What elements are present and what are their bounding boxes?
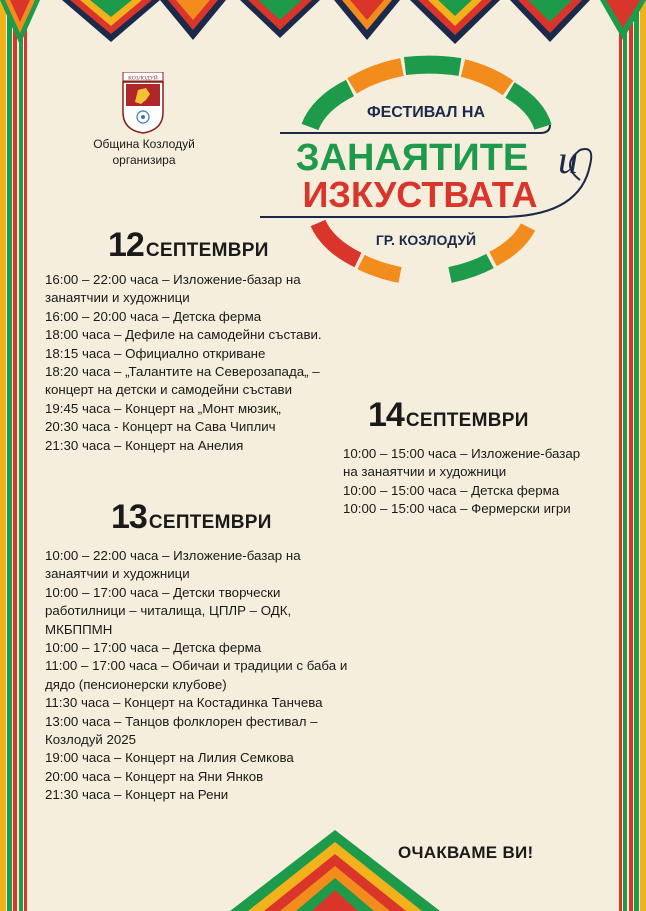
program-line: 20:00 часа – Концерт на Яни Янков (45, 768, 264, 784)
top-embroidery-pattern (0, 0, 646, 50)
organizer-role: организира (112, 153, 176, 167)
program-line: 19:45 часа – Концерт на „Монт мюзик„ (45, 400, 281, 416)
date-month: СЕПТЕМВРИ (145, 240, 269, 261)
logo-connector: и (558, 137, 578, 182)
logo-line3: ИЗКУСТВАТА (302, 174, 538, 215)
program-line: Козлодуй 2025 (45, 732, 137, 748)
organizer-name: Община Козлодуй (93, 137, 195, 151)
date-month: СЕПТЕМВРИ (405, 410, 529, 431)
program-day-12 (45, 271, 365, 455)
program-line: 18:00 часа – Дефиле на самодейни състави. (45, 327, 322, 343)
date-number: 12 (108, 226, 144, 264)
program-line: 10:00 – 17:00 часа – Детски творчески (45, 584, 281, 600)
program-day-14 (343, 445, 613, 519)
date-month: СЕПТЕМВРИ (148, 512, 272, 533)
program-line: 13:00 часа – Танцов фолклорен фестивал – (45, 713, 318, 729)
logo-line2: ЗАНАЯТИТЕ (295, 137, 529, 179)
program-line: 10:00 – 15:00 часа – Детска ферма (343, 482, 560, 498)
program-line: 20:30 часа - Концерт на Сава Чиплич (45, 419, 276, 435)
closing-text: ОЧАКВАМЕ ВИ! (398, 843, 534, 862)
date-heading-12 (108, 228, 269, 262)
program-line: занаятчии и художници (45, 290, 190, 306)
program-line: на занаятчии и художници (343, 464, 507, 480)
bottom-embroidery-motif (230, 830, 440, 911)
festival-logo (250, 55, 610, 295)
organizer-block (84, 136, 204, 168)
kozloduy-crest (120, 72, 166, 134)
date-number: 14 (368, 396, 404, 434)
date-number: 13 (111, 498, 147, 536)
program-line: занаятчии и художници (45, 566, 190, 582)
program-line: 21:30 часа – Концерт на Анелия (45, 437, 244, 453)
program-line: 21:30 часа – Концерт на Рени (45, 787, 229, 803)
program-line: концерт на детски и самодейни състави (45, 382, 293, 398)
program-line: МКБППМН (45, 621, 113, 637)
program-line: 11:30 часа – Концерт на Костадинка Танчева (45, 695, 323, 711)
date-heading-14 (368, 398, 529, 432)
logo-line1: ФЕСТИВАЛ НА (366, 104, 486, 121)
program-line: 18:15 часа – Официално откриване (45, 345, 266, 361)
program-line: 10:00 – 17:00 часа – Детска ферма (45, 640, 262, 656)
right-stripe-border (616, 0, 646, 911)
program-line: дядо (пенсионерски клубове) (45, 676, 227, 692)
program-line: 10:00 – 22:00 часа – Изложение-базар на (45, 548, 301, 563)
program-line: 18:20 часа – „Талантите на Северозапада„ – (45, 364, 320, 380)
program-line: 16:00 – 22:00 часа – Изложение-базар на (45, 272, 301, 287)
left-stripe-border (0, 0, 30, 911)
logo-place: ГР. КОЗЛОДУЙ (375, 232, 477, 248)
program-line: 19:00 часа – Концерт на Лилия Семкова (45, 750, 294, 766)
program-day-13 (45, 547, 375, 805)
crest-label: КОЗЛОДУЙ (128, 75, 158, 82)
program-line: 10:00 – 15:00 часа – Изложение-базар (343, 446, 581, 461)
program-line: 11:00 – 17:00 часа – Обичаи и традиции с баба и (45, 658, 348, 674)
program-line: работилници – читалища, ЦПЛР – ОДК, (45, 603, 292, 619)
program-line: 10:00 – 15:00 часа – Фермерски игри (343, 501, 571, 517)
program-line: 16:00 – 20:00 часа – Детска ферма (45, 308, 262, 324)
date-heading-13 (111, 500, 272, 534)
